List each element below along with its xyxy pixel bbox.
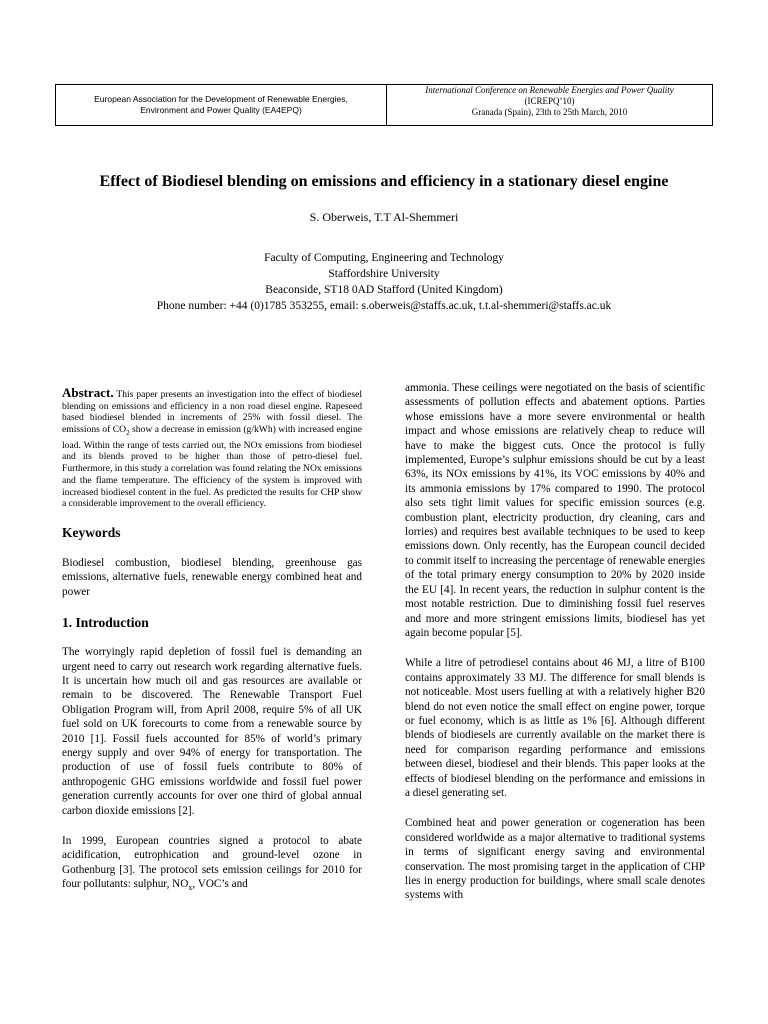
abstract-subscript: 2 xyxy=(126,429,130,438)
keywords-text: Biodiesel combustion, biodiesel blending, greenhouse gas emissions, alternative fuels, renewable energy combined heat and power xyxy=(62,556,362,598)
intro-p2-text-a: In 1999, European countries signed a protocol to abate acidification, eutrophication and ground-level ozone in Gothenburg [3]. The protocol sets emission ceilings for 2010 for four pollutants: sulphur, NO xyxy=(62,835,362,891)
affiliation-address: Beaconside, ST18 0AD Stafford (United Kingdom) xyxy=(265,284,503,296)
association-line-2: Environment and Power Quality (EA4EPQ) xyxy=(140,105,302,115)
right-paragraph-1: ammonia. These ceilings were negotiated on the basis of scientific assessments of pollution effects and abatement options. Parties whose emissions have a more severe environmental or health impact and whose emissions are relatively cheap to reduce will have to make the biggest cuts. Once the protocol is fully implemented, Europe’s sulphur emissions should be cut by a least 63%, its NOx emissions by 41%, its VOC emissions by 40% and its ammonia emissions by 17% compared to 1990. The protocol also sets tight limit values for specific emission sources (e.g. combustion plant, electricity production, dry cleaning, cars and lorries) and requires best available techniques to be used to keep emissions down. Only recently, has the European council decided to commit itself to increasing the percentage of renewable energies of the total primary energy consumption to 20% by 2020 inside the EU [4]. In recent years, the reduction in sulphur content is the most notable restriction. Due to diminishing fossil fuel reserves and more and more stringent emissions limits, biodiesel has yet again become popular [5]. xyxy=(405,382,705,639)
intro-p2-text-b: , VOC’s and xyxy=(192,878,248,891)
conference-cell xyxy=(387,85,712,125)
affiliation-contact: Phone number: +44 (0)1785 353255, email: s.oberweis@staffs.ac.uk, t.t.al-shemmeri@staffs.ac.uk xyxy=(156,300,612,312)
right-paragraph-3: Combined heat and power generation or cogeneration has been considered worldwide as a major alternative to traditional systems in terms of significant energy saving and environmental conservation. The most promising target in the application of CHP lies in energy production for buildings, where small scale denotes systems with xyxy=(405,817,705,902)
introduction-paragraph-1: The worryingly rapid depletion of fossil fuel is demanding an urgent need to carry out research work regarding alternative fuels. It is uncertain how much oil and gas resources are available or remain to be discovered. The Renewable Transport Fuel Obligation Program will, from April 2008, require 5% of all UK fuel sold on UK forecourts to come from a renewable source by 2010 [1]. Fossil fuels accounted for 85% of world’s primary energy supply and over 94% of energy for transportation. The production of use of fossil fuels contribute to 80% of anthropogenic GHG emissions worldwide and fossil fuel power generation currently accounts for over one third of global annual carbon dioxide emissions [2]. xyxy=(62,646,362,817)
conference-name: International Conference on Renewable Energies and Power Quality xyxy=(425,85,674,95)
affiliation-block xyxy=(0,250,768,314)
affiliation-university: Staffordshire University xyxy=(328,268,440,280)
paper-title: Effect of Biodiesel blending on emissions and efficiency in a stationary diesel engine xyxy=(99,173,669,190)
association-line-1: European Association for the Development of Renewable Energies, xyxy=(94,94,348,104)
right-column xyxy=(405,381,705,903)
right-paragraph-2: While a litre of petrodiesel contains about 46 MJ, a litre of B100 contains approximately 33 MJ. The difference for small blends is not noticeable. Most users fuelling at with a relatively higher B20 blend do not even notice the small effect on engine power, torque or fuel economy, which is as little as 1% [6]. Although different blends of biodiesels are currently available on the market there is need for comparison regarding performance and emissions between diesel, biodiesel and their blends. This paper looks at the effects of biodiesel blending on the performance and emissions in a diesel generating set. xyxy=(405,657,705,799)
introduction-paragraph-2 xyxy=(62,834,362,896)
paper-authors: S. Oberweis, T.T Al-Shemmeri xyxy=(309,210,459,224)
introduction-heading: 1. Introduction xyxy=(62,615,149,631)
conference-header-box xyxy=(55,84,713,126)
conference-abbreviation: (ICREPQ’10) xyxy=(524,96,575,106)
left-column xyxy=(62,387,362,896)
abstract-paragraph xyxy=(62,387,362,510)
abstract-text-a: This paper presents an investigation into the effect of biodiesel blending on emissions and efficiency in a non road diesel engine. Rapeseed based biodiesel blended in increments of 25% with fossil diesel. The emissions of CO xyxy=(62,389,362,436)
keywords-heading: Keywords xyxy=(62,524,121,540)
association-cell xyxy=(56,85,387,125)
conference-place-date: Granada (Spain), 23th to 25th March, 2010 xyxy=(471,107,628,117)
abstract-heading: Abstract. xyxy=(62,385,114,400)
intro-p2-subscript: x xyxy=(188,883,193,893)
affiliation-faculty: Faculty of Computing, Engineering and Technology xyxy=(264,252,504,264)
abstract-text-b: show a decrease in emission (g/kWh) with increased engine load. Within the range of tests carried out, the NOx emissions from biodiesel and its blends proved to be higher than those of petro-diesel fuel. Furthermore, in this study a correlation was found relating the NOx emissions and the flame temperature. The efficiency of the system is improved with increased biodiesel content in the fuel. As predicted the results for CHP show a considerable improvement to the overall efficiency. xyxy=(62,424,362,510)
